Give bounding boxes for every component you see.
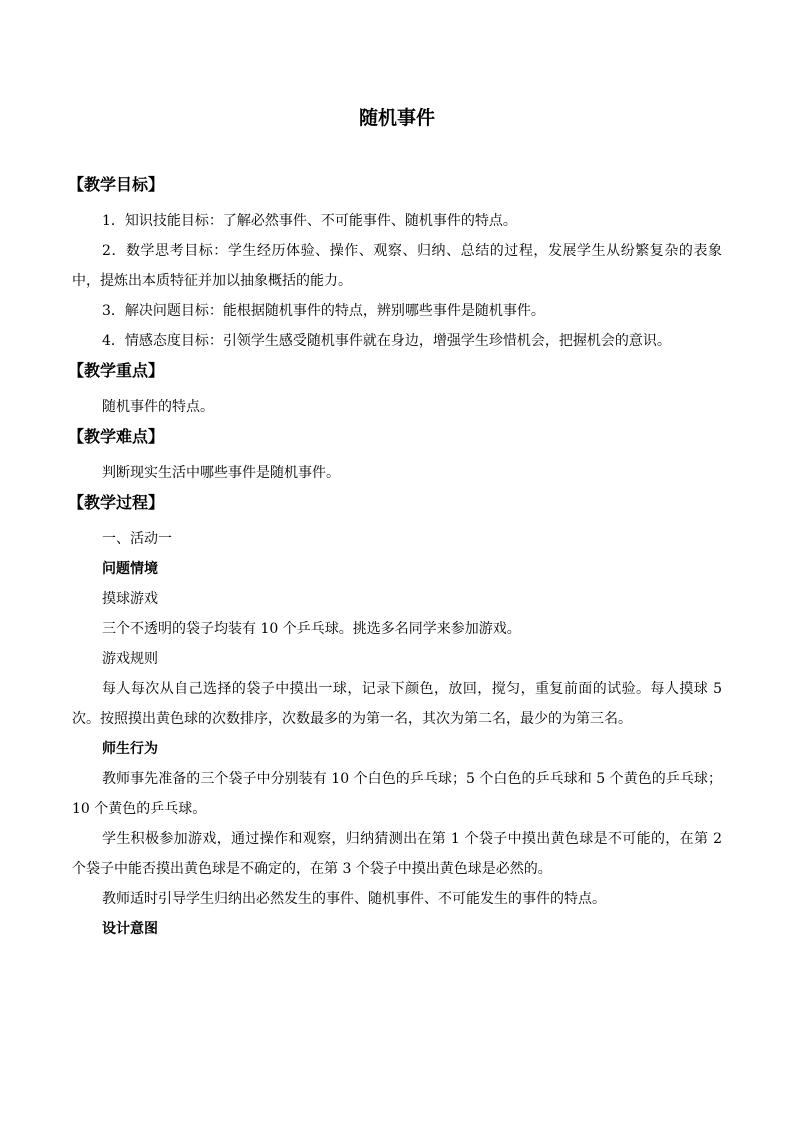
section-difficulty (68, 422, 722, 488)
goal-item: 1．知识技能目标：了解必然事件、不可能事件、随机事件的特点。 (102, 213, 517, 229)
key-point-text: 随机事件的特点。 (102, 399, 214, 415)
behavior-heading: 师生行为 (102, 741, 158, 757)
behavior-paragraph: 教师适时引导学生归纳出必然发生的事件、随机事件、不可能发生的事件的特点。 (102, 891, 606, 907)
problem-heading: 问题情境 (102, 561, 158, 577)
behavior-paragraph: 学生积极参加游戏，通过操作和观察，归纳猜测出在第 1 个袋子中摸出黄色球是不可能的，在第 2 个袋子中能否摸出黄色球是不确定的，在第 3 个袋子中摸出黄色球是必然的。 (72, 831, 722, 877)
game-name: 摸球游戏 (102, 591, 158, 607)
section-teaching-goals (68, 170, 722, 356)
activity-label: 一、活动一 (102, 531, 172, 547)
goal-item: 4．情感态度目标：引领学生感受随机事件就在身边，增强学生珍惜机会，把握机会的意识。 (102, 333, 671, 349)
goal-item: 3．解决问题目标：能根据随机事件的特点，辨别哪些事件是随机事件。 (102, 303, 545, 319)
section-heading: 【教学重点】 (68, 361, 165, 380)
behavior-paragraph: 教师事先准备的三个袋子中分别装有 10 个白色的乒乓球；5 个白色的乒乓球和 5 个黄色的乒乓球；10 个黄色的乒乓球。 (72, 771, 722, 817)
section-heading: 【教学难点】 (68, 427, 165, 446)
section-key-point (68, 356, 722, 422)
section-teaching-process (68, 488, 722, 944)
rules-heading: 游戏规则 (102, 651, 158, 667)
difficulty-text: 判断现实生活中哪些事件是随机事件。 (102, 465, 340, 481)
section-heading: 【教学过程】 (68, 493, 165, 512)
page-title: 随机事件 (358, 107, 435, 129)
design-heading: 设计意图 (102, 921, 158, 937)
section-heading: 【教学目标】 (68, 175, 165, 194)
goal-item: 2．数学思考目标：学生经历体验、操作、观察、归纳、总结的过程，发展学生从纷繁复杂的表象中，提炼出本质特征并加以抽象概括的能力。 (72, 243, 722, 289)
game-intro: 三个不透明的袋子均装有 10 个乒乓球。挑选多名同学来参加游戏。 (102, 621, 521, 637)
rules-text: 每人每次从自己选择的袋子中摸出一球，记录下颜色，放回，搅匀，重复前面的试验。每人摸球 5 次。按照摸出黄色球的次数排序，次数最多的为第一名，其次为第二名，最少的为第三名。 (72, 681, 722, 727)
